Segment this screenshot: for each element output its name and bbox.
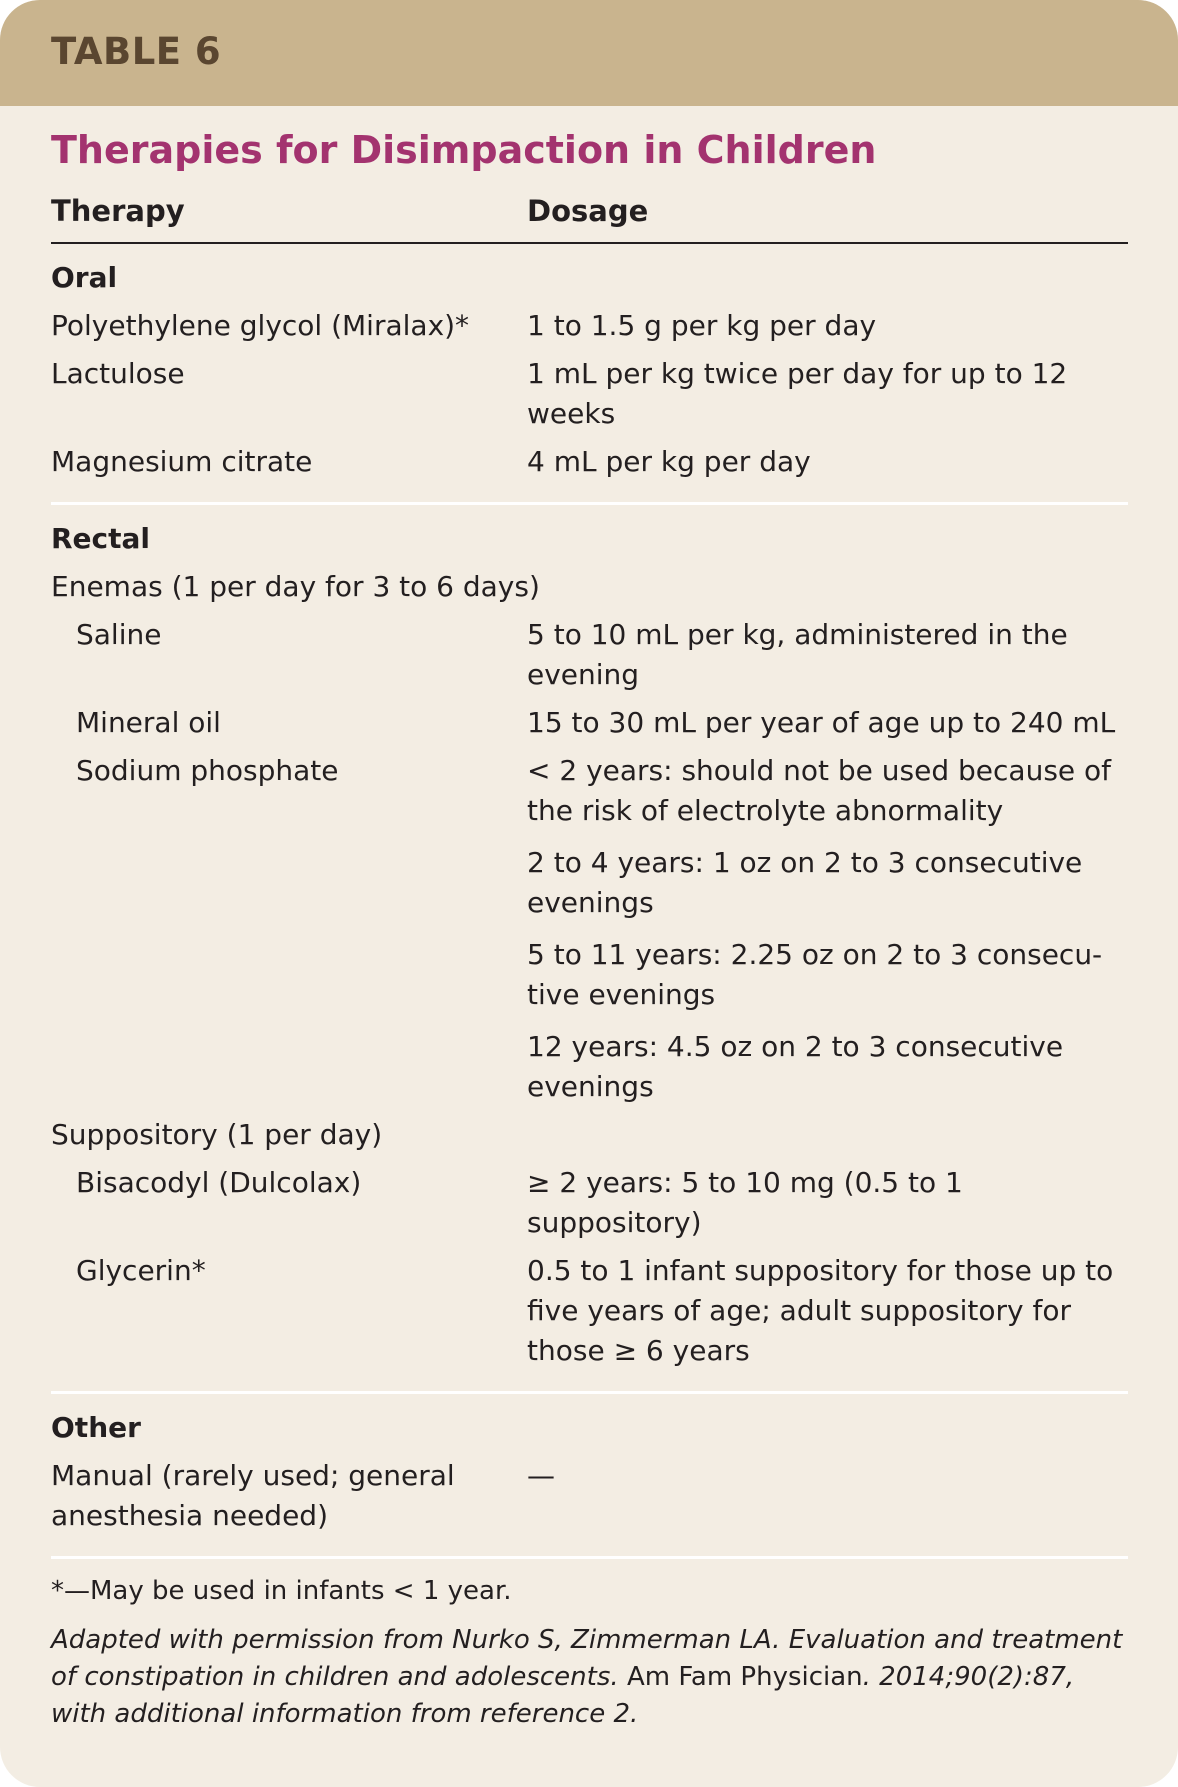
citation-details: . 2014;90(2):87, with additional information from reference 2.: [51, 1662, 1075, 1730]
therapy-cell: Sodium phosphate: [76, 754, 339, 788]
dosage-cell: 1 mL per kg twice per day for up to 12 weeks: [527, 357, 1068, 431]
therapy-cell: Glycerin*: [76, 1254, 206, 1288]
section-label-other: Other: [51, 1411, 141, 1445]
dosage-cell: 5 to 10 mL per kg, administered in the evening: [527, 618, 1068, 692]
column-header-therapy: Therapy: [51, 193, 185, 228]
dosage-line: 2 to 4 years: 1 oz on 2 to 3 consecutive evenings: [527, 846, 1083, 920]
column-header-dosage: Dosage: [527, 193, 649, 228]
therapy-cell: Magnesium citrate: [51, 445, 313, 479]
subgroup-label-suppository: Suppository (1 per day): [51, 1118, 383, 1152]
subgroup-row: [51, 1115, 1128, 1155]
section-other: [51, 1394, 1128, 1559]
table-row: [51, 751, 1128, 1107]
table-row: [51, 703, 1128, 743]
table-banner: [0, 0, 1178, 106]
section-label-rectal: Rectal: [51, 522, 151, 556]
subgroup-label-enemas: Enemas (1 per day for 3 to 6 days): [51, 570, 540, 604]
citation-journal: Am Fam Physician: [626, 1662, 863, 1693]
dosage-line: 5 to 11 years: 2.25 oz on 2 to 3 consecu-tive evenings: [527, 938, 1103, 1012]
therapy-cell: Saline: [76, 618, 162, 652]
dosage-cell: [527, 751, 1128, 1107]
dosage-cell: 0.5 to 1 infant suppository for those up to five years of age; adult suppository for those ≥ 6 years: [527, 1254, 1114, 1368]
table-footnote: *—May be used in infants < 1 year.: [51, 1576, 512, 1607]
column-header-row: [51, 194, 1128, 245]
dosage-line: 12 years: 4.5 oz on 2 to 3 consecutive evenings: [527, 1030, 1064, 1104]
dosage-cell: 4 mL per kg per day: [527, 445, 811, 479]
section-rectal: [51, 505, 1128, 1394]
therapy-cell: Mineral oil: [76, 706, 221, 740]
table-row: [51, 306, 1128, 346]
section-oral: [51, 244, 1128, 505]
table-row: [51, 442, 1128, 482]
table-title: Therapies for Disimpaction in Children: [51, 128, 877, 172]
therapy-cell: Polyethylene glycol (Miralax)*: [51, 309, 470, 343]
table-row: [51, 1251, 1128, 1371]
therapy-cell: Lactulose: [51, 357, 185, 391]
dosage-cell: —: [527, 1459, 555, 1493]
table-number: TABLE 6: [51, 30, 222, 73]
section-label-oral: Oral: [51, 261, 118, 295]
table-row: [51, 1456, 1128, 1536]
therapy-cell: Manual (rarely used; general anesthesia needed): [51, 1459, 455, 1533]
dosage-line: < 2 years: should not be used because of the risk of electrolyte abnormality: [527, 754, 1112, 828]
dosage-cell: 15 to 30 mL per year of age up to 240 mL: [527, 706, 1116, 740]
subgroup-row: [51, 567, 1128, 607]
dosage-cell: ≥ 2 years: 5 to 10 mg (0.5 to 1 suppository): [527, 1166, 963, 1240]
table-content: [51, 106, 1128, 1733]
table-row: [51, 1163, 1128, 1243]
source-citation: [51, 1622, 1128, 1733]
dosage-cell: 1 to 1.5 g per kg per day: [527, 309, 877, 343]
citation-text: Adapted with permission from Nurko S, Zimmerman LA. Evaluation and treatment of constipation in children and adolescents.: [51, 1625, 1123, 1693]
table-row: [51, 354, 1128, 434]
therapy-cell: Bisacodyl (Dulcolax): [76, 1166, 362, 1200]
table-row: [51, 615, 1128, 695]
